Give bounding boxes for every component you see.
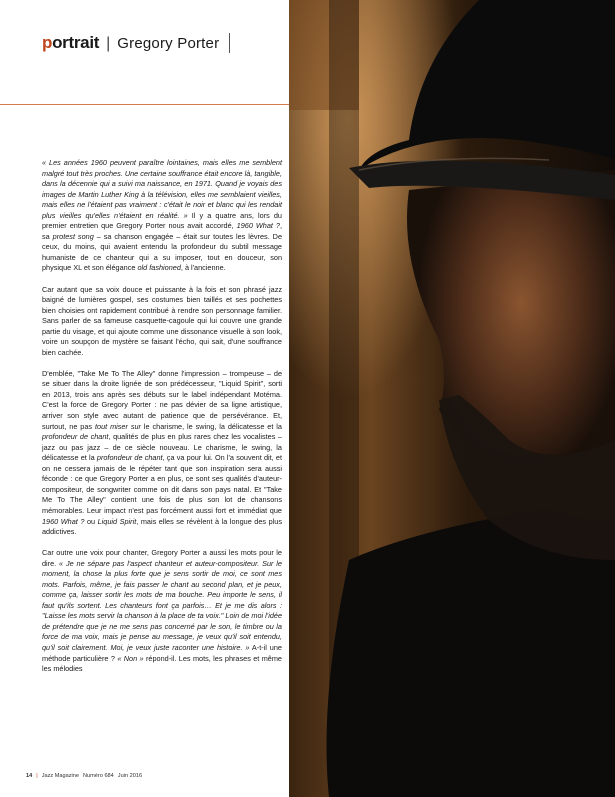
italic-term: tout miser sur <box>94 421 141 431</box>
body-text: D'emblée, "Take Me To The Alley" donne l'impression – trompeuse – de se situer dans la droite lignée de son prédécesseur, "Liquid Spirit", sorti en 2013, trois ans après ses débuts sur le label indépendant Motéma. C'est la force de Gregory Porter : ne pas dévier de sa ligne artistique, arriver son style avec autant de patience que de persévérance. Et, surtout, ne pas <box>42 368 282 431</box>
song-title: 1960 What ? <box>236 221 280 231</box>
italic-term: old fashioned <box>137 263 181 273</box>
section-title <box>42 33 99 53</box>
article-subject: Gregory Porter <box>117 35 220 52</box>
header-separator: | <box>106 35 111 52</box>
article-paragraph <box>42 158 282 274</box>
quote-text: « Je ne sépare pas l'aspect chanteur et auteur-compositeur. Sur le moment, la chose la plus forte que je sens sortir de moi, ce sont mes mots. Parfois, même, je fais passer le chant au second plan, et je peux, comme ça, laisser sortir les mots de ma bouche. Peu importe le sens, il faut qu'ils sortent. Les chanteurs font ça parfois… Et je me dis alors : "Laisse les mots servir la chanson à la place de ta voix." Loin de moi l'idée de prétendre que je ne me sens pas concerné par le son, le timbre ou la force de ma voix, mais je pense au message, je veux qu'il soit entendu, qu'il soit clairement. Moi, je veux juste raconter une histoire. » <box>42 558 282 653</box>
header-frame-line <box>229 33 230 53</box>
song-title: 1960 What ? <box>42 516 85 526</box>
body-text: , ça va pour lui. On l'a souvent dit, et on ne cessera jamais de le répéter tant que son inspiration sera aussi féconde : ce que Gregory Porter a en plus, ce sont ses qualités d'auteur-compositeur, de songwriter comme on dit dans son pays natal. Et "Take Me To The Alley" contient une fois de plus son lot de chansons mémorables. Leur impact n'est pas forcément aussi fort et immédiat que <box>42 453 282 515</box>
body-text: répond-il. Les mots, les phrases et même les mélodies <box>42 653 282 674</box>
page-footer <box>26 773 142 779</box>
body-text: Car outre une voix pour chanter, Gregory Porter a aussi les mots pour le dire. <box>42 548 282 568</box>
section-title-initial: p <box>42 33 53 52</box>
italic-term: profondeur de chant <box>96 453 163 463</box>
issue-number: Numéro 684 <box>83 773 114 779</box>
body-text: , mais elles se révèlent à la longue des plus addictives. <box>42 516 282 537</box>
body-text: A-t-il une méthode particulière ? <box>42 643 282 663</box>
page-header <box>42 33 219 55</box>
body-text: le charisme, le swing, la délicatesse et la <box>140 421 282 431</box>
magazine-name: Jazz Magazine <box>41 773 79 779</box>
song-title: Liquid Spirit <box>97 516 137 526</box>
body-text: , qualités de plus en plus rares chez les vocalistes – jazz ou pas jazz – de ce siècle nouveau. Le charisme, le swing, la délicatesse et la <box>42 432 282 463</box>
quote-text: « Non » <box>117 653 144 663</box>
issue-date: Juin 2016 <box>117 773 143 779</box>
portrait-photo <box>289 0 615 797</box>
page-number: 14 <box>26 773 33 779</box>
section-title-rest: ortrait <box>52 33 100 52</box>
article-paragraph <box>42 369 282 538</box>
body-text: – sa chanson engagée – était sur toutes les lèvres. De ceux, du moins, qui avaient entendu la profondeur du subtil message humaniste de ce chanteur qui a su imposer, tout en douceur, son physique XL et son élégance <box>42 231 283 273</box>
article-paragraph <box>42 548 282 675</box>
article-paragraph: Car autant que sa voix douce et puissante à la fois et son phrasé jazz baigné de lumières gospel, ses costumes bien taillés et ses pochettes bien choisies ont rapidement contribué à rendre son personnage familier. Sans parler de sa fameuse casquette-cagoule qui lui couvre une grande partie du visage, et qui ajoute comme une dissonance visuelle à son look, voire un soupçon de mystère se faisant l'écho, qui sait, d'une souffrance bien cachée. <box>42 284 282 357</box>
footer-separator: | <box>36 773 38 779</box>
body-text: ou <box>84 516 98 526</box>
article-body <box>42 158 282 675</box>
body-text: , sa <box>42 221 282 241</box>
quote-text: « Les années 1960 peuvent paraître lointaines, mais elles me semblent malgré tout très proches. Une certaine souffrance était encore là, tangible, dans la décennie qui a suivi ma naissance, en 1971. Quand je voyais des images de Martin Luther King à la télévision, elles me semblaient vieilles, mais elles ne l'étaient pas vraiment : c'était le noir et blanc qui les rendait plus vieilles qu'elles n'étaient en réalité. » <box>42 158 282 220</box>
body-text: , à l'ancienne. <box>180 263 226 273</box>
italic-term: protest song <box>52 231 94 241</box>
body-text: Il y a quatre ans, lors du premier entretien que Gregory Porter nous avait accordé, <box>42 210 282 231</box>
italic-term: profondeur de chant <box>42 432 109 442</box>
